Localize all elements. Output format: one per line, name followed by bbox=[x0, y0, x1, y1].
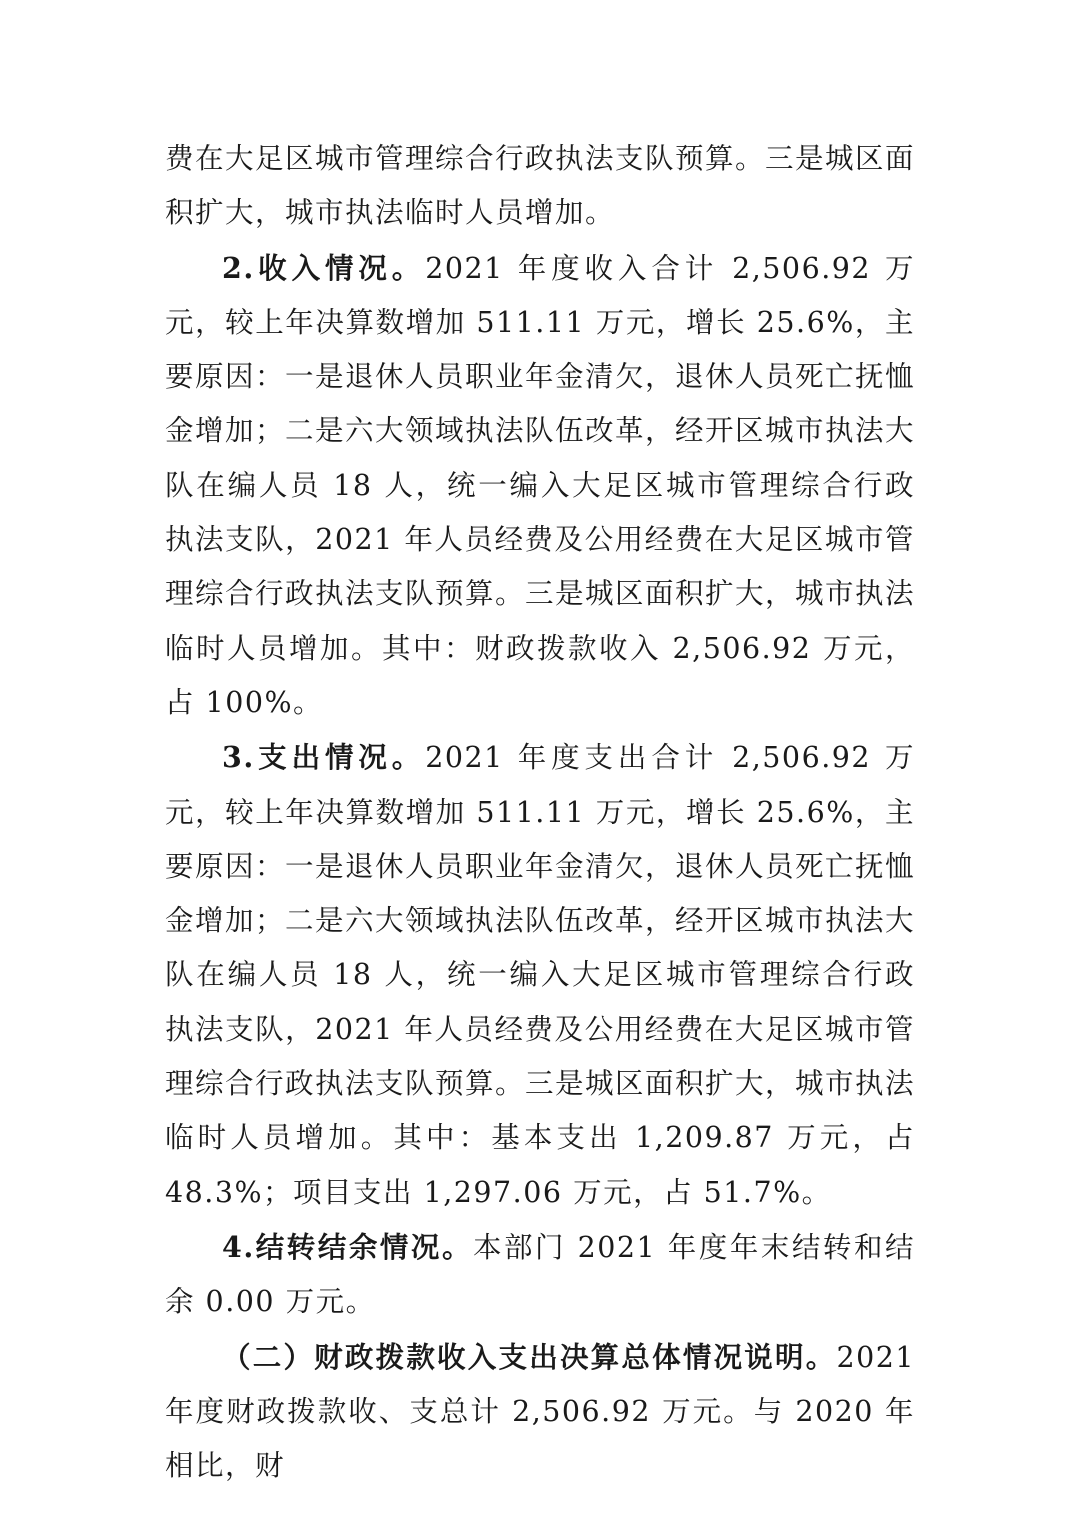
paragraph-heading: 2.收入情况。 bbox=[222, 250, 426, 285]
paragraph-body: 2021 年度收入合计 2,506.92 万元，较上年决算数增加 511.11 万元，增长 25.6%，主要原因：一是退休人员职业年金清欠，退休人员死亡抚恤金增加；二是六大领域执法队伍改革，经开区城市执法大队在编人员 18 人，统一编入大足区城市管理综合行政执法支队，2021 年人员经费及公用经费在大足区城市管理综合行政执法支队预算。三是城区面积扩大，城市执法临时人员增加。其中：财政拨款收入 2,506.92 万元，占 100%。 bbox=[165, 251, 916, 719]
paragraph-continuation bbox=[165, 132, 915, 241]
paragraph-body: 本部门 2021 年度年末结转和结余 0.00 万元。 bbox=[165, 1230, 915, 1319]
paragraph-body: 2021 年度支出合计 2,506.92 万元，较上年决算数增加 511.11 万元，增长 25.6%，主要原因：一是退休人员职业年金清欠，退休人员死亡抚恤金增加；二是六大领域执法队伍改革，经开区城市执法大队在编人员 18 人，统一编入大足区城市管理综合行政执法支队，2021 年人员经费及公用经费在大足区城市管理综合行政执法支队预算。三是城区面积扩大，城市执法临时人员增加。其中：基本支出 1,209.87 万元，占 48.3%；项目支出 1,297.06 万元，占 51.7%。 bbox=[165, 741, 916, 1209]
paragraph-fiscal-overview bbox=[165, 1330, 915, 1494]
paragraph-heading: （二）财政拨款收入支出决算总体情况说明。 bbox=[222, 1339, 837, 1374]
paragraph-heading: 3.支出情况。 bbox=[222, 740, 426, 775]
paragraph-body: 费在大足区城市管理综合行政执法支队预算。三是城区面积扩大，城市执法临时人员增加。 bbox=[165, 142, 916, 230]
document-page bbox=[165, 132, 915, 1493]
paragraph-expenditure bbox=[165, 730, 915, 1220]
paragraph-carryover bbox=[165, 1220, 915, 1330]
paragraph-body: 2021 年度财政拨款收、支总计 2,506.92 万元。与 2020 年相比，财 bbox=[165, 1340, 915, 1483]
paragraph-income bbox=[165, 241, 915, 731]
paragraph-heading: 4.结转结余情况。 bbox=[222, 1229, 473, 1264]
